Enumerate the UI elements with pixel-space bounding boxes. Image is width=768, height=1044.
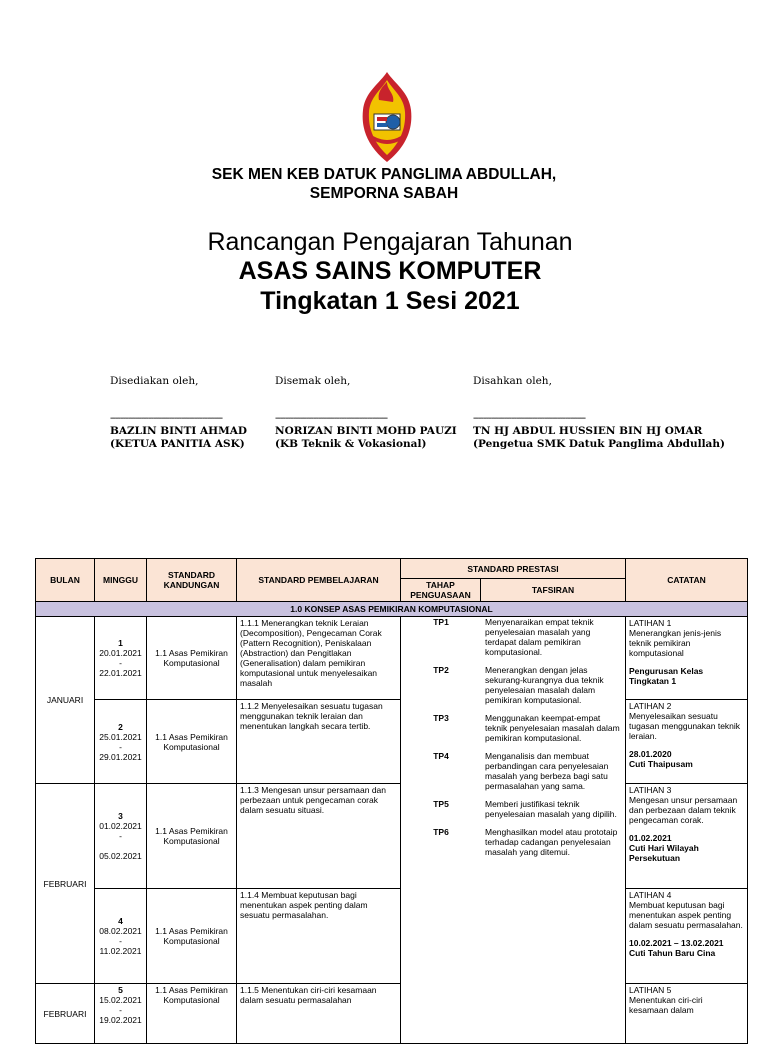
week-cell [95,984,147,1044]
table-row [36,700,748,784]
week-cell [95,617,147,700]
school-name [0,165,768,203]
header-tahap-penguasaan: TAHAP PENGUASAAN [401,579,481,602]
week-start: 01.02.2021 [99,821,142,831]
week-sep: - [119,936,122,946]
signature-role: (KETUA PANITIA ASK) [110,438,245,450]
week-sep: - [119,658,122,668]
section-title: 1.0 KONSEP ASAS PEMIKIRAN KOMPUTASIONAL [36,602,748,617]
standard-kandungan-cell: 1.1 Asas Pemikiran Komputasional [147,617,237,700]
catatan-event: Cuti Hari Wilayah Persekutuan [629,843,699,863]
week-sep: - [119,1005,122,1015]
tp-item [401,665,626,705]
standard-pembelajaran-cell: 1.1.1 Menerangkan teknik Leraian (Decomposition), Pengecaman Corak (Pattern Recognition), Peniskalaan (Abstraction) dan Pengitlakan (Generalisation) dalam pemikiran komputasional untuk menyelesaikan masalah [237,617,401,700]
header-bulan: BULAN [36,559,95,602]
week-start: 15.02.2021 [99,995,142,1005]
tp-item [401,617,626,657]
catatan-date: 28.01.2020 [629,749,672,759]
tp-level: TP6 [433,827,449,837]
latihan-title: LATIHAN 2 [629,701,672,711]
subject-title: ASAS SAINS KOMPUTER [238,257,542,285]
tp-item [401,799,626,819]
table-row [36,984,748,1044]
week-start: 20.01.2021 [99,648,142,658]
latihan-text: Membuat keputusan bagi menentukan aspek penting dalam sesuatu permasalahan. [629,900,743,930]
month-cell: JANUARI [36,617,95,784]
signature-label: Disahkan oleh, [473,375,552,387]
week-end: 05.02.2021 [99,851,142,861]
week-cell [95,700,147,784]
catatan-event: Cuti Thaipusam [629,759,693,769]
standard-pembelajaran-cell: 1.1.5 Menentukan ciri-ciri kesamaan dalam sesuatu permasalahan [237,984,401,1044]
signature-name: BAZLIN BINTI AHMAD [110,425,247,437]
tp-desc: Menggunakan keempat-empat teknik penyelesaian masalah dalam pemikiran komputasional. [485,713,620,743]
tp-desc: Menghasilkan model atau prototaip terhadap cadangan penyelesaian masalah yang ditemui. [485,827,618,857]
form-session-title: Tingkatan 1 Sesi 2021 [260,287,520,315]
week-sep: - [119,741,122,752]
standard-kandungan-cell: 1.1 Asas Pemikiran Komputasional [147,700,237,784]
table-row [36,617,748,700]
header-minggu: MINGGU [95,559,147,602]
latihan-title: LATIHAN 5 [629,985,672,995]
catatan-cell [626,984,748,1044]
week-number: 4 [118,916,123,926]
tp-level: TP1 [433,617,449,627]
latihan-title: LATIHAN 1 [629,618,672,628]
month-cell: FEBRUARI [36,984,95,1044]
week-end: 29.01.2021 [99,751,142,762]
tp-desc: Menyenaraikan empat teknik penyelesaian masalah yang terdapat dalam pemikiran komputasional. [485,617,594,657]
header-standard-prestasi: STANDARD PRESTASI [401,559,626,579]
signature-line: -------------------------------------------- [110,412,223,424]
signature-block-prepared [110,375,247,451]
tp-level: TP3 [433,713,449,723]
tp-item [401,713,626,743]
signature-label: Disediakan oleh, [110,375,199,387]
header-tafsiran: TAFSIRAN [481,579,626,602]
catatan-cell [626,617,748,700]
week-sep: - [119,831,122,841]
week-cell [95,784,147,889]
header-standard-pembelajaran: STANDARD PEMBELAJARAN [237,559,401,602]
signature-line: -------------------------------------------- [473,412,586,424]
week-end: 11.02.2021 [99,946,142,956]
latihan-title: LATIHAN 4 [629,890,672,900]
week-number: 1 [118,638,123,648]
standard-pembelajaran-cell: 1.1.4 Membuat keputusan bagi menentukan aspek penting dalam sesuatu permasalahan. [237,889,401,984]
school-name-line2: SEMPORNA SABAH [309,185,459,202]
table-row [36,784,748,889]
header-standard-kandungan: STANDARD KANDUNGAN [147,559,237,602]
week-number: 2 [118,721,123,732]
catatan-date: 01.02.2021 [629,833,672,843]
latihan-text: Menerangkan jenis-jenis teknik pemikiran komputasional [629,628,722,658]
signature-block-checked [275,375,457,451]
catatan-cell [626,700,748,784]
doc-title: Rancangan Pengajaran Tahunan [207,228,573,256]
catatan-date: 10.02.2021 – 13.02.2021 [629,938,724,948]
week-end: 19.02.2021 [99,1015,142,1025]
signature-line: -------------------------------------------- [275,412,388,424]
standard-kandungan-cell: 1.1 Asas Pemikiran Komputasional [147,984,237,1044]
tp-list [401,617,626,857]
week-start: 08.02.2021 [99,926,142,936]
week-number: 3 [118,811,123,821]
signature-role: (KB Teknik & Vokasional) [275,438,427,450]
signature-role: (Pengetua SMK Datuk Panglima Abdullah) [473,438,725,450]
week-number: 5 [118,985,123,995]
catatan-event: Pengurusan Kelas Tingkatan 1 [629,666,704,686]
yearly-plan-table [35,558,748,1044]
catatan-event: Cuti Tahun Baru Cina [629,948,716,958]
signature-name: TN HJ ABDUL HUSSIEN BIN HJ OMAR [473,425,703,437]
header-catatan: CATATAN [626,559,748,602]
tp-item [401,827,626,857]
latihan-text: Mengesan unsur persamaan dan perbezaan dalam teknik pengecaman corak. [629,795,738,825]
week-cell [95,889,147,984]
latihan-text: Menentukan ciri-ciri kesamaan dalam [629,995,703,1015]
signature-label: Disemak oleh, [275,375,351,387]
tp-level: TP2 [433,665,449,675]
standard-pembelajaran-cell: 1.1.3 Mengesan unsur persamaan dan perbezaan untuk pengecaman corak dalam sesuatu situasi. [237,784,401,889]
tp-level: TP5 [433,799,449,809]
standard-kandungan-cell: 1.1 Asas Pemikiran Komputasional [147,889,237,984]
tp-desc: Memberi justifikasi teknik penyelesaian masalah yang dipilih. [485,799,617,819]
tp-desc: Menerangkan dengan jelas sekurang-kurangnya dua teknik penyelesaian masalah dalam pemikiran komputasional. [485,665,604,705]
table-row [36,889,748,984]
standard-kandungan-cell: 1.1 Asas Pemikiran Komputasional [147,784,237,889]
school-crest-icon [357,70,417,166]
latihan-text: Menyelesaikan sesuatu tugasan menggunakan teknik leraian. [629,711,741,741]
week-start: 25.01.2021 [99,731,142,742]
signature-name: NORIZAN BINTI MOHD PAUZI [275,425,457,437]
school-name-line1: SEK MEN KEB DATUK PANGLIMA ABDULLAH, [211,166,557,183]
week-end: 22.01.2021 [99,668,142,678]
tp-level: TP4 [433,751,449,761]
month-cell: FEBRUARI [36,784,95,984]
standard-pembelajaran-cell: 1.1.2 Menyelesaikan sesuatu tugasan menggunakan teknik leraian dan menentukan langkah secara tertib. [237,700,401,784]
latihan-title: LATIHAN 3 [629,785,672,795]
tp-desc: Menganalisis dan membuat perbandingan cara penyelesaian masalah yang berbeza bagi satu permasalahan yang sama. [485,751,609,791]
signature-block-approved [473,375,725,451]
catatan-cell [626,784,748,889]
catatan-cell [626,889,748,984]
standard-prestasi-cell [401,617,626,1044]
tp-item [401,751,626,791]
